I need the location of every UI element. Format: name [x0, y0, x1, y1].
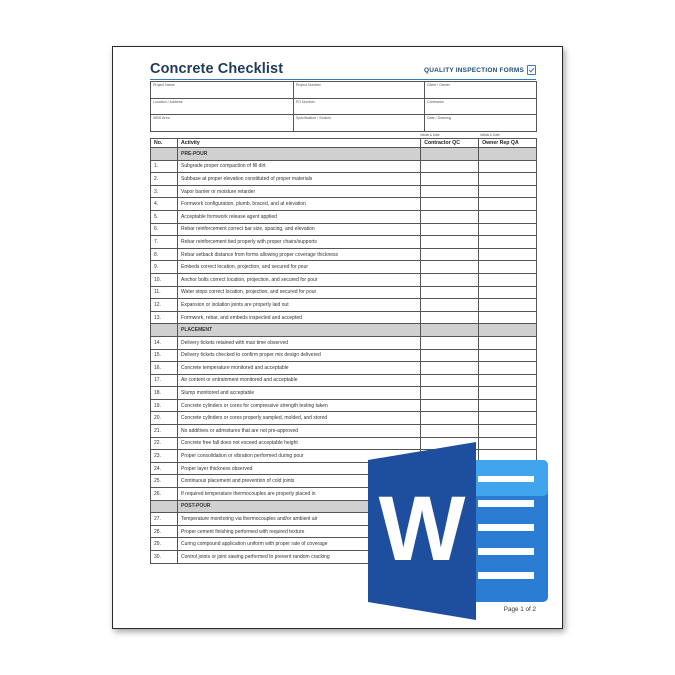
- contractor-sublabel: Initials & Date: [420, 133, 440, 137]
- table-row: [151, 210, 537, 223]
- row-activity: Embeds correct location, projection, and secured for pour: [178, 261, 421, 274]
- section-no-cell: [151, 500, 178, 513]
- contractor-qc-cell[interactable]: [421, 173, 479, 186]
- table-row: [151, 236, 537, 249]
- row-activity: Rebar reinforcement correct bar size, spacing, and elevation: [178, 223, 421, 236]
- table-row: [151, 374, 537, 387]
- section-owner-cell: [479, 148, 537, 161]
- owner-rep-qa-cell[interactable]: [479, 311, 537, 324]
- info-field[interactable]: Contractor: [425, 98, 537, 115]
- contractor-qc-cell[interactable]: [421, 311, 479, 324]
- contractor-qc-cell[interactable]: [421, 273, 479, 286]
- info-field[interactable]: PO Number: [293, 98, 424, 115]
- row-activity: Air content or entrainment monitored and acceptable: [178, 374, 421, 387]
- row-number: 5.: [151, 210, 178, 223]
- contractor-qc-cell[interactable]: [421, 299, 479, 312]
- row-number: 25.: [151, 475, 178, 488]
- contractor-qc-cell[interactable]: [421, 160, 479, 173]
- header-owner-rep-qa: Owner Rep QA: [479, 139, 537, 148]
- owner-rep-qa-cell[interactable]: [479, 261, 537, 274]
- header-contractor-qc: Contractor QC: [421, 139, 479, 148]
- row-number: 7.: [151, 236, 178, 249]
- table-row: [151, 311, 537, 324]
- table-row: [151, 248, 537, 261]
- row-activity: Proper consolidation or vibration performed during pour: [178, 450, 421, 463]
- contractor-qc-cell[interactable]: [421, 349, 479, 362]
- row-number: 10.: [151, 273, 178, 286]
- header-activity: Activity: [178, 139, 421, 148]
- owner-rep-qa-cell[interactable]: [479, 399, 537, 412]
- section-no-cell: [151, 148, 178, 161]
- word-icon-letter: W: [378, 478, 466, 580]
- owner-rep-qa-cell[interactable]: [479, 336, 537, 349]
- table-row: [151, 387, 537, 400]
- row-number: 16.: [151, 362, 178, 375]
- owner-rep-qa-cell[interactable]: [479, 374, 537, 387]
- section-contractor-cell: [421, 148, 479, 161]
- row-number: 12.: [151, 299, 178, 312]
- row-number: 28.: [151, 525, 178, 538]
- brand-text: QUALITY INSPECTION FORMS: [423, 66, 524, 74]
- contractor-qc-cell[interactable]: [421, 248, 479, 261]
- row-number: 18.: [151, 387, 178, 400]
- row-number: 3.: [151, 185, 178, 198]
- row-number: 15.: [151, 349, 178, 362]
- info-field[interactable]: Location / Address: [151, 98, 294, 115]
- row-number: 27.: [151, 513, 178, 526]
- title-rule: [150, 79, 536, 80]
- owner-rep-qa-cell[interactable]: [479, 173, 537, 186]
- row-activity: Curing compound application uniform with proper rate of coverage: [178, 538, 421, 551]
- info-field[interactable]: WBS Area: [151, 115, 294, 132]
- info-row: [151, 82, 537, 99]
- row-number: 8.: [151, 248, 178, 261]
- section-contractor-cell: [421, 324, 479, 337]
- table-row: [151, 412, 537, 425]
- row-activity: Anchor bolts correct location, projection, and secured for pour: [178, 273, 421, 286]
- row-number: 19.: [151, 399, 178, 412]
- row-number: 22.: [151, 437, 178, 450]
- row-number: 2.: [151, 173, 178, 186]
- owner-rep-qa-cell[interactable]: [479, 412, 537, 425]
- section-title: PLACEMENT: [178, 324, 421, 337]
- row-activity: Slump monitored and acceptable: [178, 387, 421, 400]
- section-row: [151, 324, 537, 337]
- contractor-qc-cell[interactable]: [421, 374, 479, 387]
- table-row: [151, 273, 537, 286]
- word-document-icon: [368, 442, 548, 620]
- info-field[interactable]: Date / Drawing: [425, 115, 537, 132]
- owner-rep-qa-cell[interactable]: [479, 362, 537, 375]
- section-title: POST-POUR: [178, 500, 421, 513]
- info-field[interactable]: Project Name: [151, 82, 294, 99]
- contractor-qc-cell[interactable]: [421, 236, 479, 249]
- info-row: [151, 98, 537, 115]
- brand-label: [424, 65, 536, 75]
- row-activity: Formwork configuration, plumb, braced, and at elevation: [178, 198, 421, 211]
- row-activity: Vapor barrier or moisture retarder: [178, 185, 421, 198]
- table-row: [151, 173, 537, 186]
- table-header-row: [151, 139, 537, 148]
- row-number: 4.: [151, 198, 178, 211]
- row-activity: Formwork, rebar, and embeds inspected and accepted: [178, 311, 421, 324]
- section-no-cell: [151, 324, 178, 337]
- info-field[interactable]: Project Number: [293, 82, 424, 99]
- table-row: [151, 160, 537, 173]
- row-number: 13.: [151, 311, 178, 324]
- contractor-qc-cell[interactable]: [421, 198, 479, 211]
- row-activity: Rebar setback distance from forms allowing proper coverage thickness: [178, 248, 421, 261]
- row-number: 6.: [151, 223, 178, 236]
- table-row: [151, 286, 537, 299]
- info-field[interactable]: Specification / Section: [293, 115, 424, 132]
- row-activity: Rebar reinforcement tied properly with proper chairs/supports: [178, 236, 421, 249]
- row-number: 11.: [151, 286, 178, 299]
- page-number: Page 1 of 2: [503, 606, 536, 613]
- header-no: No.: [151, 139, 178, 148]
- owner-rep-qa-cell[interactable]: [479, 185, 537, 198]
- row-activity: Delivery tickets checked to confirm proper mix design delivered: [178, 349, 421, 362]
- owner-rep-qa-cell[interactable]: [479, 425, 537, 438]
- owner-rep-qa-cell[interactable]: [479, 286, 537, 299]
- row-activity: Delivery tickets retained with max time observed: [178, 336, 421, 349]
- contractor-qc-cell[interactable]: [421, 425, 479, 438]
- contractor-qc-cell[interactable]: [421, 399, 479, 412]
- table-row: [151, 336, 537, 349]
- checkbox-icon: [527, 65, 536, 75]
- owner-rep-qa-cell[interactable]: [479, 210, 537, 223]
- row-activity: No additives or admixtures that are not pre-approved: [178, 425, 421, 438]
- row-activity: Acceptable formwork release agent applied: [178, 210, 421, 223]
- row-number: 9.: [151, 261, 178, 274]
- section-row: [151, 148, 537, 161]
- row-number: 24.: [151, 462, 178, 475]
- owner-rep-qa-cell[interactable]: [479, 349, 537, 362]
- row-activity: Proper layer thickness observed: [178, 462, 421, 475]
- owner-sublabel: Initials & Date: [480, 133, 500, 137]
- row-activity: Expansion or isolation joints are properly laid out: [178, 299, 421, 312]
- row-activity: Water stops correct location, projection, and secured for pour: [178, 286, 421, 299]
- row-activity: Concrete cylinders or cores for compressive strength testing taken: [178, 399, 421, 412]
- table-row: [151, 425, 537, 438]
- row-number: 23.: [151, 450, 178, 463]
- section-title: PRE-POUR: [178, 148, 421, 161]
- table-row: [151, 399, 537, 412]
- project-info-table: [150, 81, 537, 132]
- contractor-qc-cell[interactable]: [421, 336, 479, 349]
- contractor-qc-cell[interactable]: [421, 286, 479, 299]
- contractor-qc-cell[interactable]: [421, 261, 479, 274]
- table-row: [151, 349, 537, 362]
- row-activity: Continuous placement and prevention of cold joints: [178, 475, 421, 488]
- contractor-qc-cell[interactable]: [421, 412, 479, 425]
- owner-rep-qa-cell[interactable]: [479, 273, 537, 286]
- row-activity: Subbase at proper elevation constituted of proper materials: [178, 173, 421, 186]
- row-number: 14.: [151, 336, 178, 349]
- row-activity: Concrete free fall does not exceed acceptable height: [178, 437, 421, 450]
- row-number: 30.: [151, 551, 178, 564]
- row-activity: Proper cement finishing performed with required texture: [178, 525, 421, 538]
- document-title: Concrete Checklist: [150, 61, 284, 77]
- table-row: [151, 299, 537, 312]
- owner-rep-qa-cell[interactable]: [479, 198, 537, 211]
- row-activity: If required temperature thermocouples are properly placed in: [178, 488, 421, 501]
- owner-rep-qa-cell[interactable]: [479, 223, 537, 236]
- row-activity: Temperature monitoring via thermocouples and/or ambient air: [178, 513, 421, 526]
- owner-rep-qa-cell[interactable]: [479, 248, 537, 261]
- owner-rep-qa-cell[interactable]: [479, 160, 537, 173]
- contractor-qc-cell[interactable]: [421, 223, 479, 236]
- table-row: [151, 223, 537, 236]
- info-row: [151, 115, 537, 132]
- table-row: [151, 261, 537, 274]
- section-owner-cell: [479, 324, 537, 337]
- table-row: [151, 362, 537, 375]
- table-row: [151, 185, 537, 198]
- info-field[interactable]: Client / Owner: [425, 82, 537, 99]
- contractor-qc-cell[interactable]: [421, 210, 479, 223]
- owner-rep-qa-cell[interactable]: [479, 299, 537, 312]
- row-activity: Concrete temperature monitored and acceptable: [178, 362, 421, 375]
- row-activity: Concrete cylinders or cores properly sampled, molded, and stored: [178, 412, 421, 425]
- row-number: 20.: [151, 412, 178, 425]
- row-number: 1.: [151, 160, 178, 173]
- contractor-qc-cell[interactable]: [421, 362, 479, 375]
- owner-rep-qa-cell[interactable]: [479, 387, 537, 400]
- table-row: [151, 198, 537, 211]
- row-number: 29.: [151, 538, 178, 551]
- row-number: 26.: [151, 488, 178, 501]
- owner-rep-qa-cell[interactable]: [479, 236, 537, 249]
- row-activity: Control joints or joint sawing performed to prevent random cracking: [178, 551, 421, 564]
- row-activity: Subgrade proper compaction of fill dirt: [178, 160, 421, 173]
- row-number: 17.: [151, 374, 178, 387]
- contractor-qc-cell[interactable]: [421, 185, 479, 198]
- row-number: 21.: [151, 425, 178, 438]
- contractor-qc-cell[interactable]: [421, 387, 479, 400]
